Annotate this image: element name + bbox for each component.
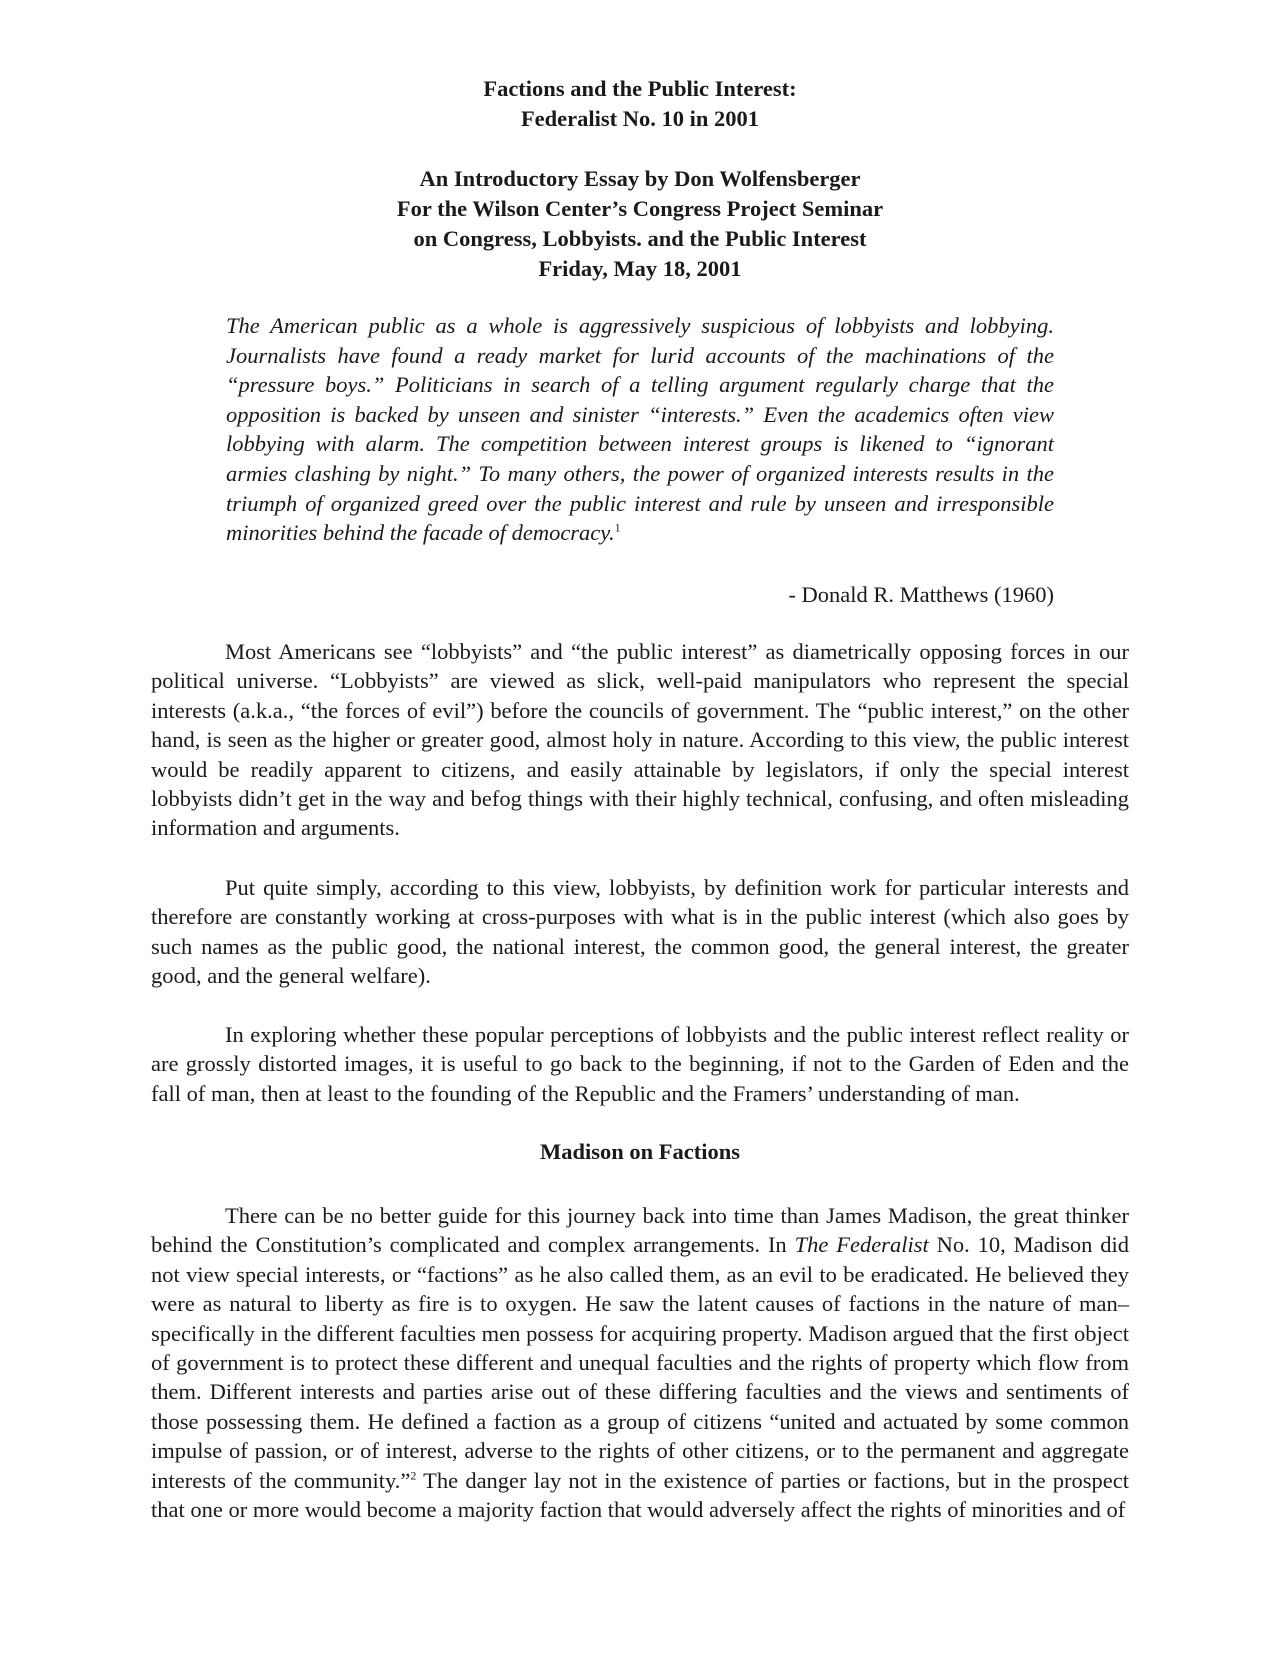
subtitle-line-4: Friday, May 18, 2001	[538, 256, 742, 281]
section-heading: Madison on Factions	[539, 1139, 741, 1164]
paragraph-4-text-c: The danger lay not in the existence of parties or factions, but in the prospect that one or more would become a majority faction that would adversely affect the rights of minorities and of	[151, 1467, 1130, 1523]
paragraph-2: Put quite simply, according to this view, lobbyists, by definition work for particular interests and therefore are constantly working at cross-purposes with what is in the public interest (which also goes by such names as the public good, the national interest, the common good, the general interest, the greater good, and the general welfare).	[151, 875, 1129, 989]
subtitle-line-1: An Introductory Essay by Don Wolfensberger	[419, 166, 861, 191]
paragraph-4-text-b: No. 10, Madison did not view special interests, or “factions” as he also called them, as an evil to be eradicated. He believed they were as natural to liberty as fire is to oxygen. He saw the latent causes of factions in the nature of man–specifically in the different faculties men possess for acquiring property. Madison argued that the first object of government is to protect these different and unequal faculties and the rights of property which flow from them. Different interests and parties arise out of these differing faculties and the views and sentiments of those possessing them. He defined a faction as a group of citizens “united and actuated by some common impulse of passion, or of interest, adverse to the rights of other citizens, or to the permanent and aggregate interests of the community.”	[151, 1232, 1130, 1493]
subtitle-line-2: For the Wilson Center’s Congress Project Seminar	[396, 196, 884, 221]
epigraph-attribution: - Donald R. Matthews (1960)	[788, 582, 1054, 607]
epigraph-text: The American public as a whole is aggressively suspicious of lobbyists and lobbying. Journalists have found a ready market for lurid accounts of the machinations of the “pressure boys.” Politicians in search of a telling argument regularly charge that the opposition is backed by unseen and sinister “interests.” Even the academics often view lobbying with alarm. The competition between interest groups is likened to “ignorant armies clashing by night.” To many others, the power of organized interests results in the triumph of organized greed over the public interest and rule by unseen and irresponsible minorities behind the facade of democracy.	[226, 313, 1054, 546]
paragraph-4-italic-title: The Federalist	[794, 1232, 929, 1258]
title-line-1: Factions and the Public Interest:	[483, 76, 797, 101]
paragraph-4	[151, 1201, 1129, 1524]
footnote-marker-2: 2	[410, 1468, 417, 1483]
document-subtitle	[0, 164, 1280, 284]
paragraph-3: In exploring whether these popular perceptions of lobbyists and the public interest reflect reality or are grossly distorted images, it is useful to go back to the beginning, if not to the Garden of Eden and the fall of man, then at least to the founding of the Republic and the Framers’ understanding of man.	[151, 1022, 1129, 1106]
epigraph-quote	[226, 311, 1054, 548]
paragraph-4-text-a: There can be no better guide for this journey back into time than James Madison, the great thinker behind the Constitution’s complicated and complex arrangements. In	[151, 1203, 1129, 1258]
paragraph-1: Most Americans see “lobbyists” and “the public interest” as diametrically opposing forces in our political universe. “Lobbyists” are viewed as slick, well-paid manipulators who represent the special interests (a.k.a., “the forces of evil”) before the councils of government. The “public interest,” on the other hand, is seen as the higher or greater good, almost holy in nature. According to this view, the public interest would be readily apparent to citizens, and easily attainable by legislators, if only the special interest lobbyists didn’t get in the way and befog things with their highly technical, confusing, and often misleading information and arguments.	[151, 639, 1129, 841]
title-line-2: Federalist No. 10 in 2001	[520, 106, 760, 131]
subtitle-line-3: on Congress, Lobbyists. and the Public Interest	[413, 226, 867, 251]
document-title	[0, 74, 1280, 134]
footnote-marker-1: 1	[614, 520, 621, 535]
